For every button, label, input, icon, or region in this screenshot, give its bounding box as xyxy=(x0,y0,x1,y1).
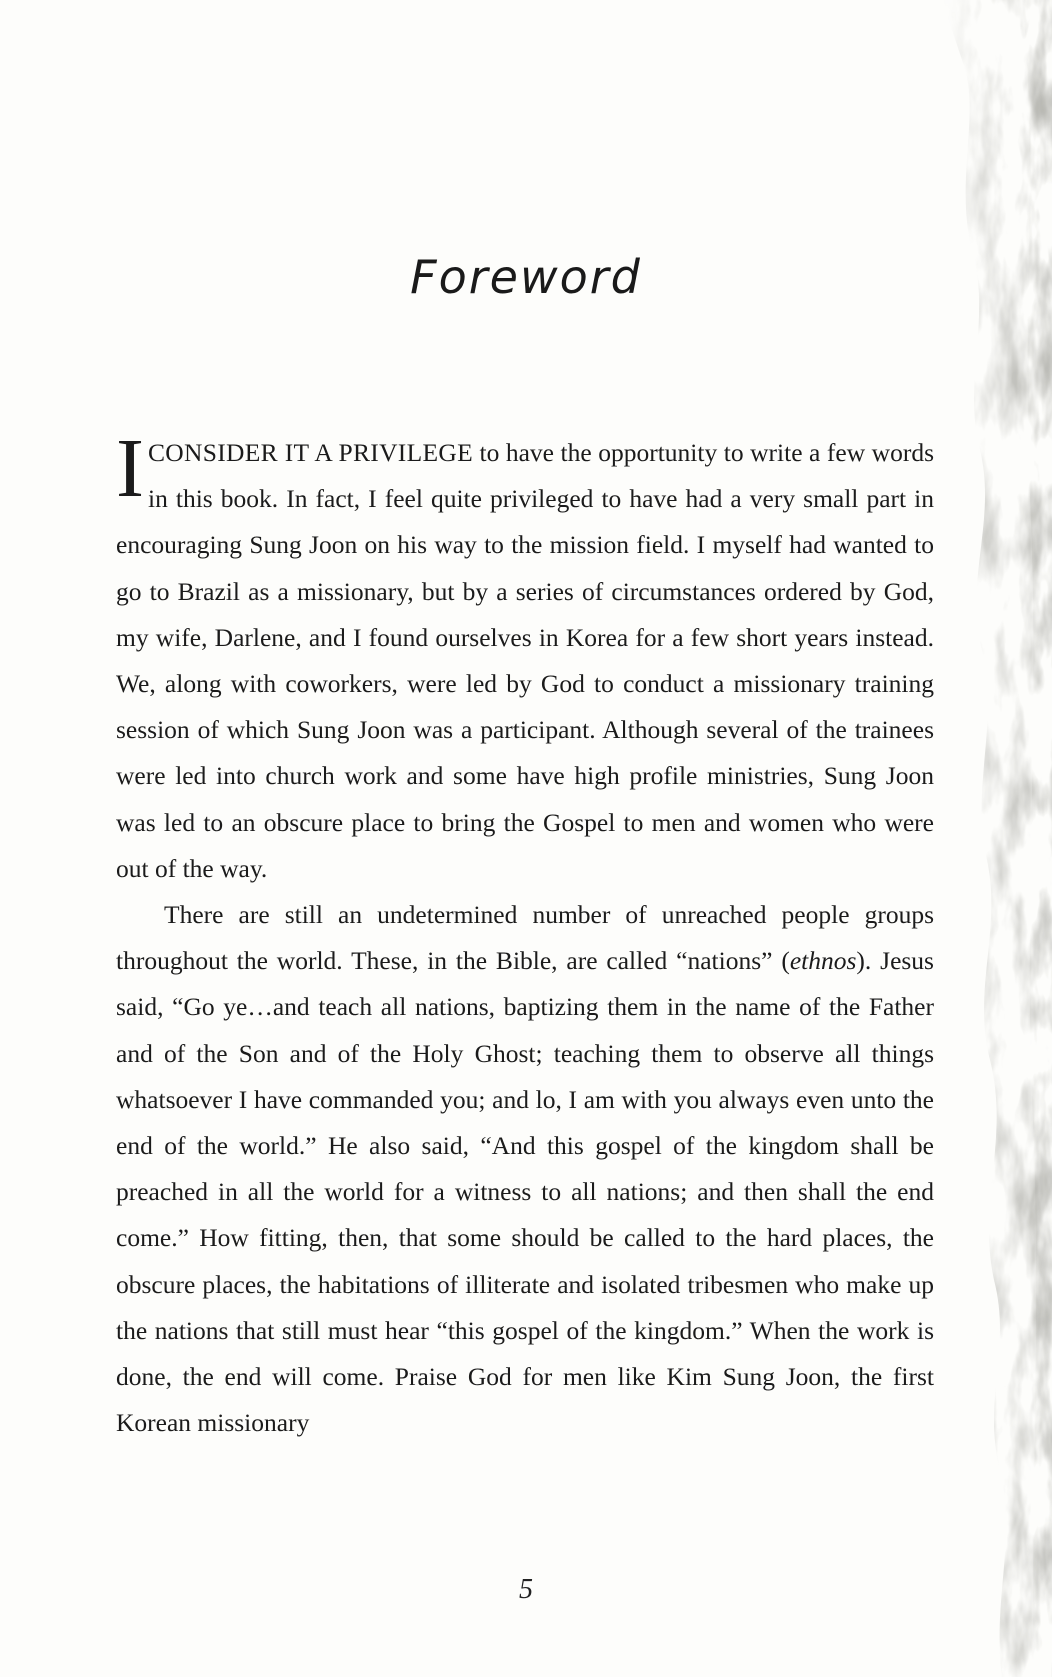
paragraph-1-text: to have the opportunity to write a few words in this book. In fact, I feel quite privileged to have had a very small part in encouraging Sung Joon on his way to the mission field. I myself had wanted to go to Brazil as a missionary, but by a series of circumstances ordered by God, my wife, Darlene, and I found ourselves in Korea for a few short years instead. We, along with coworkers, were led by God to conduct a missionary training session of which Sung Joon was a participant. Although several of the trainees were led into church work and some have high profile ministries, Sung Joon was led to an obscure place to bring the Gospel to men and women who were out of the way. xyxy=(116,438,934,883)
paragraph-2 xyxy=(116,892,934,1446)
paragraph-2-italic: ethnos xyxy=(789,946,857,976)
paragraph-2-text-a: There are still an undetermined number of unreached people groups throughout the world. These, in the Bible, are called “nations” ( xyxy=(116,900,934,976)
body-text xyxy=(116,422,934,1446)
page-number: 5 xyxy=(519,1574,533,1605)
drop-cap: I xyxy=(116,422,144,515)
paragraph-1 xyxy=(116,422,934,892)
page-title: Foreword xyxy=(410,250,642,304)
paragraph-2-text-b: ). Jesus said, “Go ye…and teach all nations, baptizing them in the name of the Father and of the Son and of the Holy Ghost; teaching them to observe all things whatsoever I have commanded you; and lo, I am with you always even unto the end of the world.” He also said, “And this gospel of the kingdom shall be preached in all the world for a witness to all nations; and then shall the end come.” How fitting, then, that some should be called to the hard places, the obscure places, the habitations of illiterate and isolated tribesmen who make up the nations that still must hear “this gospel of the kingdom.” When the work is done, the end will come. Praise God for men like Kim Sung Joon, the first Korean missionary xyxy=(116,946,934,1438)
lead-caps: CONSIDER IT A PRIVILEGE xyxy=(147,438,473,467)
